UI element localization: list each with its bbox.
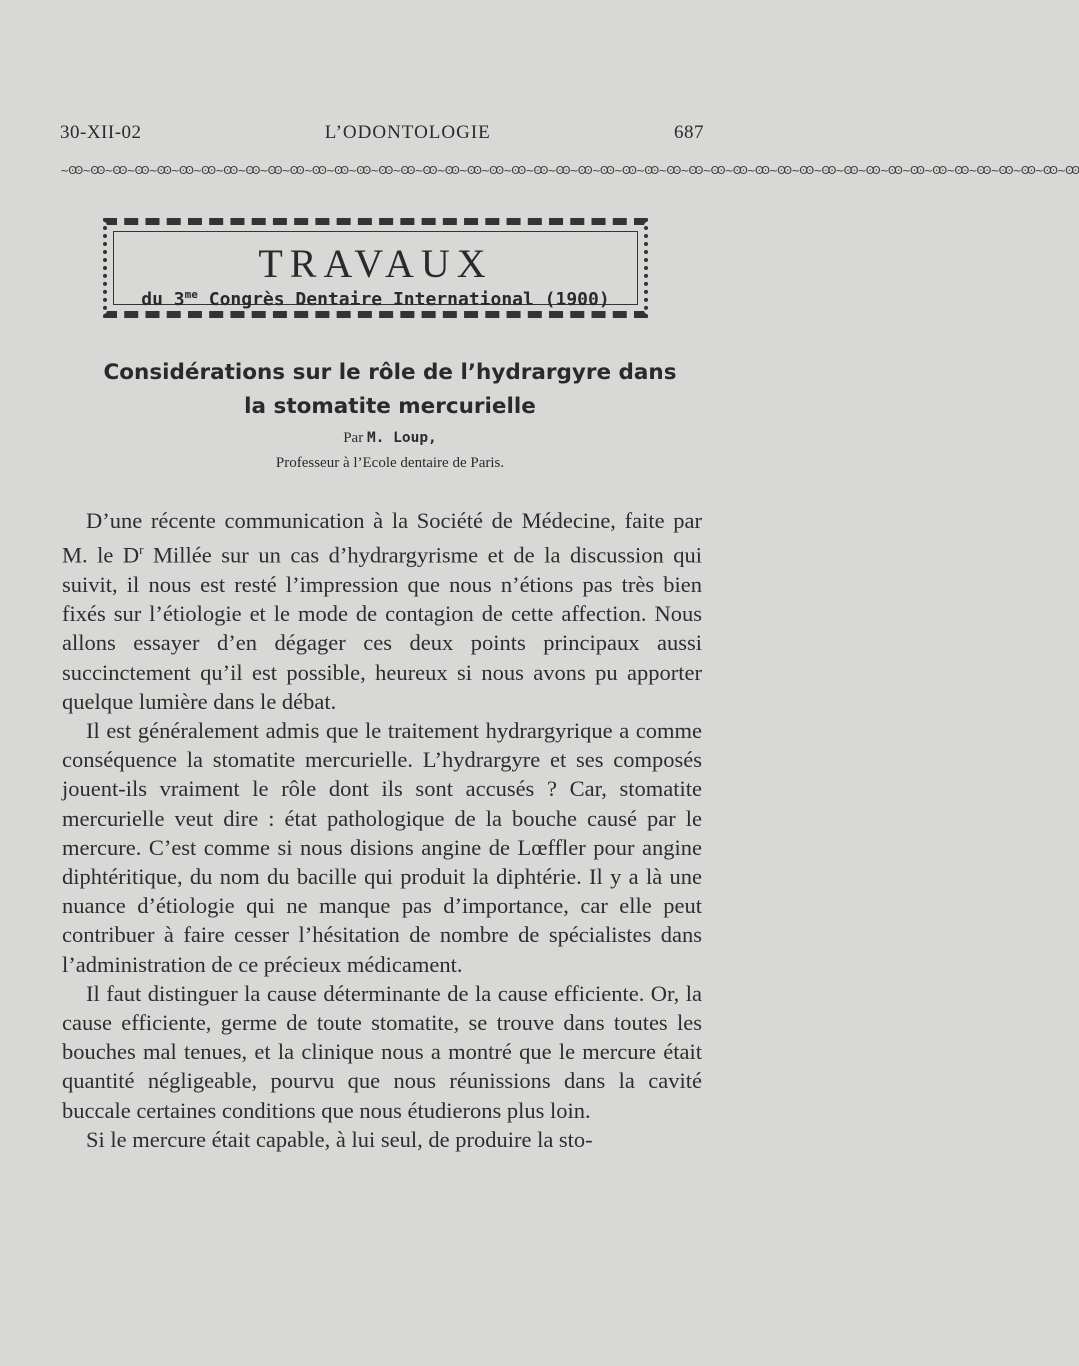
running-header <box>60 122 704 144</box>
article-body <box>62 506 702 1154</box>
issue-date: 30-XII-02 <box>60 122 142 143</box>
section-subtitle: du $3^{me}$ Congrès Dentaire International (1900) <box>141 288 610 310</box>
paragraph-3: Il faut distinguer la cause déterminante de la cause efficiente. Or, la cause efficiente, germe de toute stomatite, se trouve dans toutes les bouches mal tenues, et la clinique nous a montré que le mercure était quantité négligeable, pourvu que nous réunissions dans la cavité buccale certaines conditions que nous étudierons plus loin. <box>62 980 702 1123</box>
journal-title: L’ODONTOLOGIE <box>324 122 491 143</box>
ornamental-rule: ~Ꙭ~Ꙭ~Ꙭ~Ꙭ~Ꙭ~Ꙭ~Ꙭ~Ꙭ~Ꙭ~Ꙭ~Ꙭ~Ꙭ~Ꙭ~Ꙭ~Ꙭ~Ꙭ~Ꙭ~Ꙭ~Ꙭ~Ꙭ~Ꙭ~Ꙭ~Ꙭ~Ꙭ~Ꙭ~Ꙭ~Ꙭ~Ꙭ~Ꙭ~Ꙭ~Ꙭ~Ꙭ~Ꙭ~Ꙭ~Ꙭ~Ꙭ~Ꙭ~Ꙭ~Ꙭ~Ꙭ~Ꙭ~Ꙭ~Ꙭ~Ꙭ~Ꙭ~Ꙭ <box>60 164 1079 177</box>
article-title <box>40 356 740 424</box>
article-title-line-1: Considérations sur le rôle de l’hydrargyre dans <box>103 360 677 385</box>
article-title-line-2: la stomatite mercurielle <box>244 394 536 419</box>
author-name: M. Loup, <box>366 430 437 446</box>
author-line <box>40 430 740 447</box>
page-number: 687 <box>673 122 704 143</box>
paragraph-4: Si le mercure était capable, à lui seul, de produire la sto- <box>86 1126 593 1152</box>
section-title-frame <box>113 231 638 310</box>
paragraph-1: D’une récente communication à la Société de Médecine, faite par M. le $D^r$ Millée sur un cas d’hydrargyrisme et de la discussion qui suivit, il nous est resté l’impression que nous n’étions pas très bien fixés sur l’étiologie et le mode de contagion de cette affection. Nous allons essayer d’en dégager ces deux points principaux aussi succinctement qu’il est possible, heureux si nous avons pu apporter quelque lumière dans le débat. <box>62 508 702 714</box>
author-affiliation: Professeur à l’Ecole dentaire de Paris. <box>275 455 505 471</box>
section-title-box <box>103 218 648 318</box>
paragraph-2: Il est généralement admis que le traitement hydrargyrique a comme conséquence la stomatite mercurielle. L’hydrargyre et ses composés jouent-ils vraiment le rôle dont ils sont accusés ? Car, stomatite mercurielle veut dire : état pathologique de la bouche causé par le mercure. C’est comme si nous disions angine de Lœffler pour angine diphtéritique, du nom du bacille qui produit la diphtérie. Il y a là une nuance d’étiologie qui ne manque pas d’importance, car elle peut contribuer à faire cesser l’hésitation de nombre de spécialistes dans l’administration de ce précieux médicament. <box>62 717 702 977</box>
section-title: TRAVAUX <box>258 241 493 286</box>
author-prefix: Par <box>343 430 367 446</box>
